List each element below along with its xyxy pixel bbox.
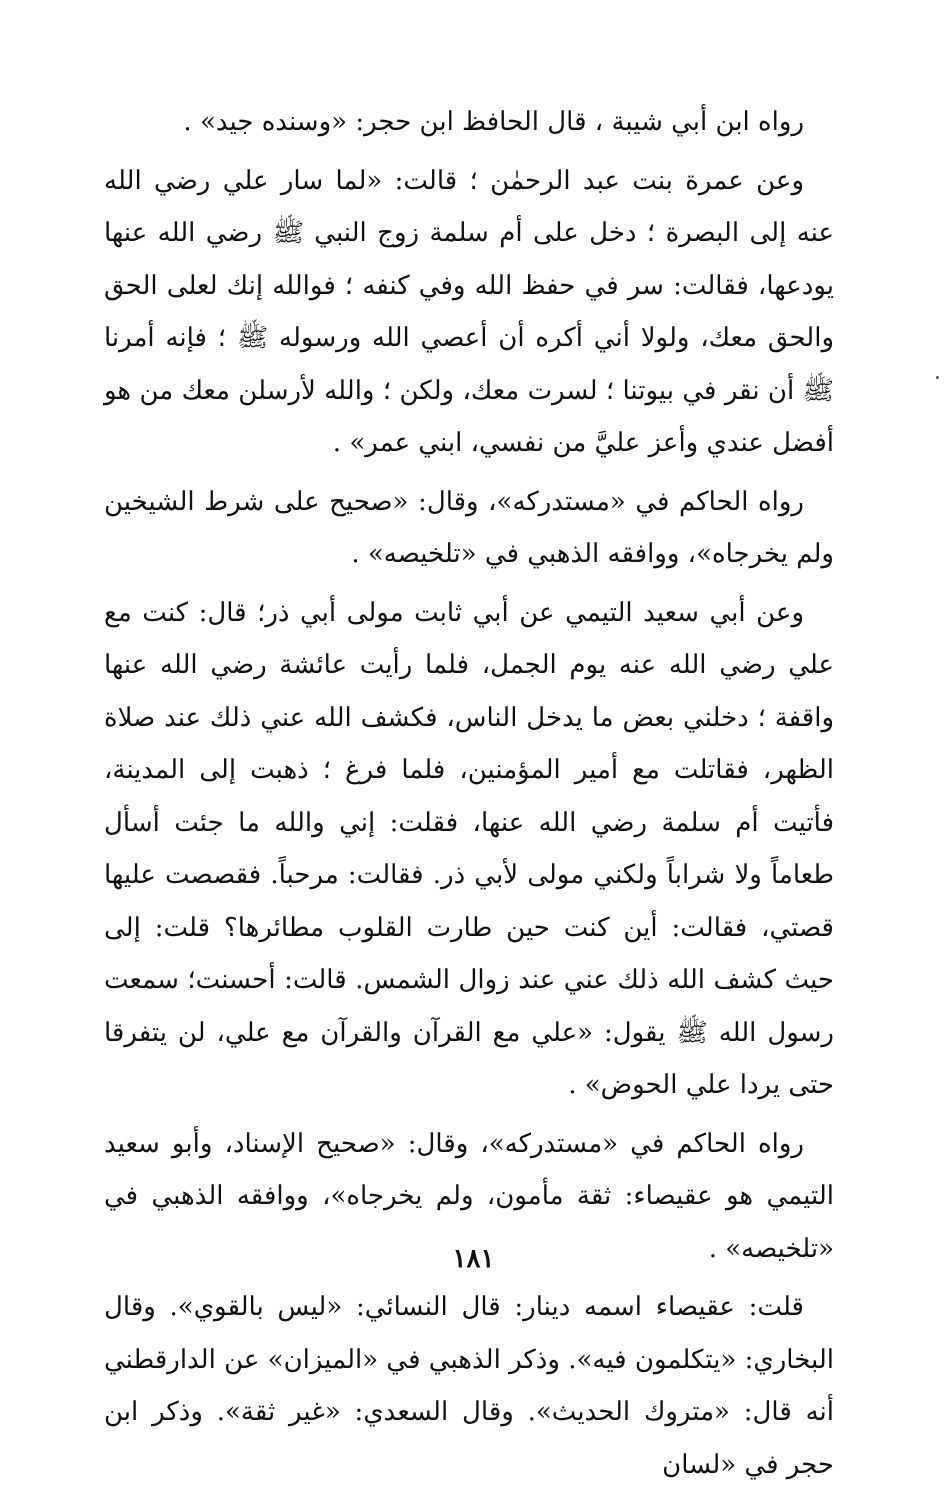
paragraph-3: رواه الحاكم في «مستدركه»، وقال: «صحيح على شرط الشيخين ولم يخرجاه»، ووافقه الذهبي في «تلخيصه» . <box>104 486 834 569</box>
paragraph-1: رواه ابن أبي شيبة ، قال الحافظ ابن حجر: «وسنده جيد» . <box>183 107 804 137</box>
body-text <box>104 96 834 1497</box>
paragraph-6: قلت: عقيصاء اسمه دينار: قال النسائي: «ليس بالقوي». وقال البخاري: «يتكلمون فيه». وذكر الذهبي في «الميزان» عن الدارقطني أنه قال: «متروك الحديث». وقال السعدي: «غير ثقة». وذكر ابن حجر في «لسان <box>103 1292 834 1480</box>
page-number: ١٨١ <box>452 1244 495 1274</box>
paragraph-4: وعن أبي سعيد التيمي عن أبي ثابت مولى أبي ذر؛ قال: كنت مع علي رضي الله عنه يوم الجمل، فلما رأيت عائشة رضي الله عنها واقفة ؛ دخلني بعض ما يدخل الناس، فكشف الله عني ذلك عند صلاة الظهر، فقاتلت مع أمير المؤمنين، فلما فرغ ؛ ذهبت إلى المدينة، فأتيت أم سلمة رضي الله عنها، فقلت: إني والله ما جئت أسأل طعاماً ولا شراباً ولكني مولى لأبي ذر. فقالت: مرحباً. فقصصت عليها قصتي، فقالت: أين كنت حين طارت القلوب مطائرها؟ قلت: إلى حيث كشف الله ذلك عني عند زوال الشمس. قالت: أحسنت؛ سمعت رسول الله ﷺ يقول: «علي مع القرآن والقرآن مع علي، لن يتفرقا حتى يردا علي الحوض» . <box>104 597 835 1100</box>
paragraph-5: رواه الحاكم في «مستدركه»، وقال: «صحيح الإسناد، وأبو سعيد التيمي هو عقيصاء: ثقة مأمون، ولم يخرجاه»، ووافقه الذهبي في «تلخيصه» . <box>104 1128 834 1264</box>
margin-speck <box>936 376 939 379</box>
paragraph-2: وعن عمرة بنت عبد الرحمٰن ؛ قالت: «لما سار علي رضي الله عنه إلى البصرة ؛ دخل على أم سلمة زوج النبي ﷺ رضي الله عنها يودعها، فقالت: سر في حفظ الله وفي كنفه ؛ فوالله إنك لعلى الحق والحق معك، ولولا أني أكره أن أعصي الله ورسوله ﷺ ؛ فإنه أمرنا ﷺ أن نقر في بيوتنا ؛ لسرت معك، ولكن ؛ والله لأرسلن معك من هو أفضل عندي وأعز عليَّ من نفسي، ابني عمر» . <box>104 165 834 458</box>
